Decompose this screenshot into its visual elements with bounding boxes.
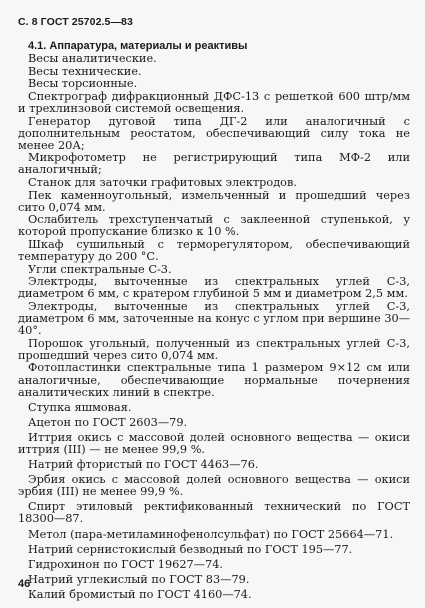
paragraph: Иттрия окись с массовой долей основного вещества — окиси иттрия (III) — не менее 99,9 %. (18, 430, 410, 456)
paragraph: Электроды, выточенные из спектральных углей С-3, диаметром 6 мм, с кратером глубиной 5 мм и диаметром 2,5 мм. (18, 275, 410, 301)
section-title: 4.1. Аппаратура, материалы и реактивы (28, 40, 248, 52)
paragraph: Натрий углекислый по ГОСТ 83—79. (28, 572, 250, 586)
paragraph: Калий бромистый по ГОСТ 4160—74. (28, 587, 252, 601)
paragraph: Шкаф сушильный с терморегулятором, обеспечивающий температуру до 200 °С. (18, 238, 410, 264)
paragraph: Спирт этиловый ректификованный технический по ГОСТ 18300—87. (18, 500, 410, 526)
paragraph: Генератор дуговой типа ДГ-2 или аналогичный с дополнительным реостатом, обеспечивающий силу тока не менее 20А; (18, 114, 410, 152)
paragraph: Натрий сернистокислый безводный по ГОСТ 195—77. (28, 542, 353, 556)
paragraph: Натрий фтористый по ГОСТ 4463—76. (28, 458, 259, 472)
page-number: 46 (18, 578, 31, 590)
paragraph: Угли спектральные С-3. (28, 262, 172, 276)
document-body (18, 40, 410, 602)
page-header: С. 8 ГОСТ 25702.5—83 (18, 16, 133, 28)
paragraph: Метол (пара-метиламинофенолсульфат) по ГОСТ 25664—71. (28, 527, 394, 541)
paragraph: Ступка яшмовая. (28, 400, 132, 414)
paragraph: Весы аналитические. (28, 52, 157, 66)
paragraph: Ослабитель трехступенчатый с заклеенной ступенькой, у которой пропускание близко к 10 %. (18, 213, 410, 239)
paragraph: Порошок угольный, полученный из спектральных углей С-3, прошедший через сито 0,074 мм. (18, 336, 410, 362)
paragraph: Весы торсионные. (28, 77, 138, 91)
paragraph: Электроды, выточенные из спектральных углей С-3, диаметром 6 мм, заточенные на конус с углом при вершине 30—40°. (18, 299, 410, 338)
paragraph: Гидрохинон по ГОСТ 19627—74. (28, 557, 223, 571)
paragraph: Станок для заточки графитовых электродов. (28, 176, 297, 190)
paragraph: Спектрограф дифракционный ДФС-13 с решеткой 600 штр/мм и трехлинзовой системой освещения. (18, 89, 410, 115)
paragraph: Ацетон по ГОСТ 2603—79. (28, 415, 188, 429)
paragraph: Микрофотометр не регистрирующий типа МФ-2 или аналогичный; (18, 151, 410, 177)
paragraph: Эрбия окись с массовой долей основного вещества — окиси эрбия (III) не менее 99,9 %. (18, 473, 410, 499)
paragraph: Весы технические. (28, 64, 142, 78)
paragraph: Фотопластинки спектральные типа 1 размером 9×12 см или аналогичные, обеспечивающие нормальные почернения аналитических линий в спектре. (18, 361, 410, 399)
paragraph: Пек каменноугольный, измельченный и прошедший через сито 0,074 мм. (18, 188, 410, 214)
